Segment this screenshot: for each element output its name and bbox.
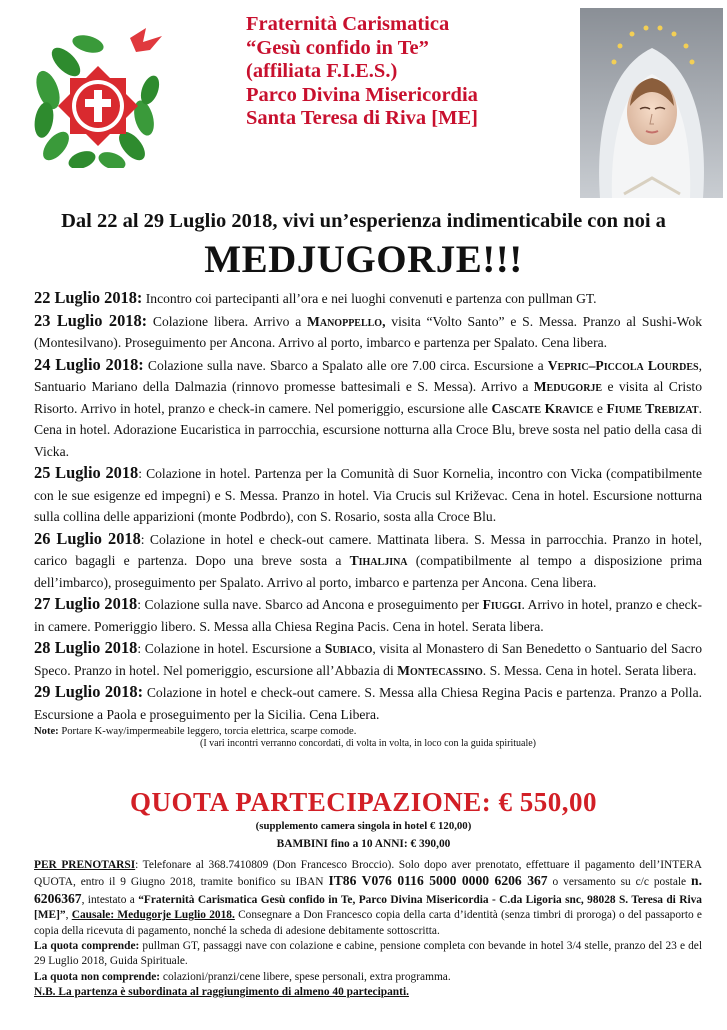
place-name: Medugorje	[533, 379, 603, 394]
day-text: Incontro coi partecipanti all’ora e nei luoghi convenuti e partenza con pullman GT.	[142, 291, 597, 306]
day-date: 25 Luglio 2018	[34, 463, 139, 482]
day-text: , Santuario Mariano della Dalmazia (rinnovo promesse battesimali e S. Messa). Arrivo a	[34, 357, 702, 394]
single-room-supplement: (supplemento camera singola in hotel € 120,00)	[255, 820, 472, 832]
postal-account: n. 6206367	[34, 873, 702, 906]
itinerary-day	[34, 637, 702, 681]
day-date: 28 Luglio 2018	[34, 638, 138, 657]
excludes-line	[34, 970, 702, 985]
place-name: Vepric–Piccola Lourdes	[547, 357, 699, 373]
day-text: e	[593, 400, 607, 416]
includes-text: pullman GT, passaggi nave con colazione e cabine, pensione completa con bevande in hotel 3/4 stelle, pranzo del 23 e del 29 Luglio 2018, Guida Spirituale.	[34, 940, 702, 968]
booking-text: : Telefonare al 368.7410809 (Don Francesco Broccio). Solo dopo aver prenotato, effettuare il pagamento dell’INTERA QUOTA, entro il 9 Giugno 2018, tramite bonifico su IBAN	[34, 859, 703, 889]
booking-info	[34, 858, 702, 1001]
day-text: : Colazione sulla nave. Sbarco ad Ancona e proseguimento per	[137, 597, 483, 612]
itinerary-day	[34, 528, 702, 594]
booking-text: , intestato a	[81, 893, 139, 906]
header	[0, 0, 727, 205]
nb-line	[34, 985, 702, 1000]
intro-text: Dal 22 al 29 Luglio 2018, vivi un’esperienza indimenticabile con noi a	[61, 210, 666, 232]
place-name: Tihaljina	[349, 553, 408, 568]
day-date: 29 Luglio 2018:	[34, 682, 144, 701]
destination-title: MEDJUGORJE!!!	[204, 238, 523, 281]
org-affiliation: (affiliata F.I.E.S.)	[246, 60, 398, 82]
day-text: Colazione libera. Arrivo a	[147, 313, 308, 329]
place-name: Fiume Trebizat	[606, 400, 699, 416]
day-text: : Colazione in hotel. Partenza per la Comunità di Suor Kornelia, incontro con Vicka (compatibilmente con le sue esigenze ed impegni) e S. Messa. Pranzo in hotel. Via Crucis sul Križevac. Cena in hotel. Escursione notturna sulla collina delle apparizioni (monte Podbrdo), con S. Rosario, sosta alla Croce Blu.	[34, 466, 702, 524]
note-label: Note:	[34, 726, 59, 737]
note-text: Portare K-way/impermeabile leggero, torcia elettrica, scarpe comode.	[58, 726, 357, 737]
excludes-label: La quota non comprende:	[34, 970, 161, 983]
org-motto: “Gesù confido in Te”	[246, 36, 429, 59]
day-text: . S. Messa. Cena in hotel. Serata libera.	[482, 662, 697, 678]
iban: IT86 V076 0116 5000 0000 6206 367	[328, 873, 548, 889]
day-date: 23 Luglio 2018:	[34, 310, 148, 330]
booking-text: o versamento su c/c postale	[547, 876, 692, 889]
includes-label: La quota comprende:	[34, 940, 140, 953]
itinerary-day	[34, 681, 702, 725]
itinerary-day	[34, 593, 702, 637]
itinerary	[34, 287, 702, 750]
itinerary-day	[34, 354, 702, 463]
day-text: , visita al Monastero di San Benedetto o Santuario del Sacro Speco. Pranzo in hotel. Nel pomeriggio, escursione all’Abbazia di	[34, 641, 702, 678]
payment-reason: Causale: Medugorje Luglio 2018.	[71, 909, 235, 922]
booking-text: ,	[65, 909, 72, 922]
day-date: 24 Luglio 2018:	[34, 354, 144, 374]
day-text: (compatibilmente al tempo a disposizione prima dell’imbarco), proseguimento per Spalato. Arrivo al porto, imbarco e partenza per Ancona. Cena libera.	[34, 553, 702, 590]
day-text: Colazione sulla nave. Sbarco a Spalato alle ore 7.00 circa. Escursione a	[143, 357, 548, 373]
day-list	[34, 287, 702, 725]
day-text: Colazione in hotel e check-out camere. S. Messa alla Chiesa Regina Pacis e partenza. Pranzo a Polla. Escursione a Paola e proseguimento per la Sicilia. Cena Libera.	[34, 685, 703, 722]
place-name: Montecassino	[397, 662, 483, 678]
day-date: 27 Luglio 2018	[34, 594, 138, 613]
day-date: 26 Luglio 2018	[34, 528, 141, 548]
day-text: : Colazione in hotel. Escursione a	[137, 641, 325, 656]
place-name: Cascate Kravice	[491, 400, 594, 416]
booking-label: PER PRENOTARSI	[34, 859, 136, 871]
place-name: Fiuggi	[482, 597, 522, 612]
place-name: Subiaco	[324, 641, 373, 656]
day-text: . Cena in hotel. Adorazione Eucaristica in parrocchia, escursione notturna alla Croce Blu, breve sosta nel patio della casa di Vicka.	[34, 400, 702, 459]
org-location: Santa Teresa di Riva [ME]	[246, 107, 478, 129]
madonna-image	[580, 8, 723, 198]
day-text: . Arrivo in hotel, pranzo e check-in camere. Pomeriggio libero. S. Messa alla Chiesa Regina Pacis. Cena in hotel. Serata libera.	[34, 597, 702, 634]
itinerary-day	[34, 462, 702, 528]
note-line	[34, 726, 702, 738]
children-price: BAMBINI fino a 10 ANNI: € 390,00	[276, 838, 451, 850]
price-title: QUOTA PARTECIPAZIONE: € 550,00	[129, 787, 598, 817]
org-name: Fraternità Carismatica	[246, 13, 450, 35]
includes-line	[34, 939, 702, 970]
day-text: visita “Volto Santo” e S. Messa. Pranzo al Sushi-Wok (Montesilvano). Proseguimento per Ancona. Arrivo al porto, imbarco e partenza per Spalato. Cena libera.	[34, 313, 702, 350]
organization-block	[246, 13, 478, 131]
booking-text: Consegnare a Don Francesco copia della carta d’identità (senza timbri di proroga) o del passaporto e copia della ricevuta di pagamento, nonché la scheda di adesione debitamente sottoscritta.	[34, 909, 702, 937]
day-text: e visita al Cristo Risorto. Arrivo in hotel, pranzo e check-in camere. Nel pomeriggio, escursione alle	[34, 379, 702, 416]
itinerary-day	[34, 287, 702, 310]
day-date: 22 Luglio 2018:	[34, 288, 143, 307]
org-park: Parco Divina Misericordia	[246, 83, 478, 106]
fraternity-logo	[26, 18, 168, 168]
agreement-note: (I vari incontri verranno concordati, di volta in volta, in loco con la guida spirituale)	[199, 738, 536, 749]
nb-text: N.B. La partenza è subordinata al raggiungimento di almeno 40 partecipanti.	[34, 986, 409, 999]
place-name: Manoppello,	[307, 313, 386, 329]
booking-paragraph	[34, 858, 702, 939]
day-text: : Colazione in hotel e check-out camere. Mattinata libera. S. Messa in parrocchia. Pranzo in hotel, carico bagagli e partenza. Dopo una breve sosta a	[34, 531, 702, 568]
account-holder: “Fraternità Carismatica Gesù confido in Te, Parco Divina Misericordia - C.da Ligoria snc, 98028 S. Teresa di Riva [ME]”	[34, 893, 702, 922]
itinerary-day	[34, 310, 702, 354]
excludes-text: colazioni/pranzi/cene libere, spese personali, extra programma.	[160, 970, 451, 983]
